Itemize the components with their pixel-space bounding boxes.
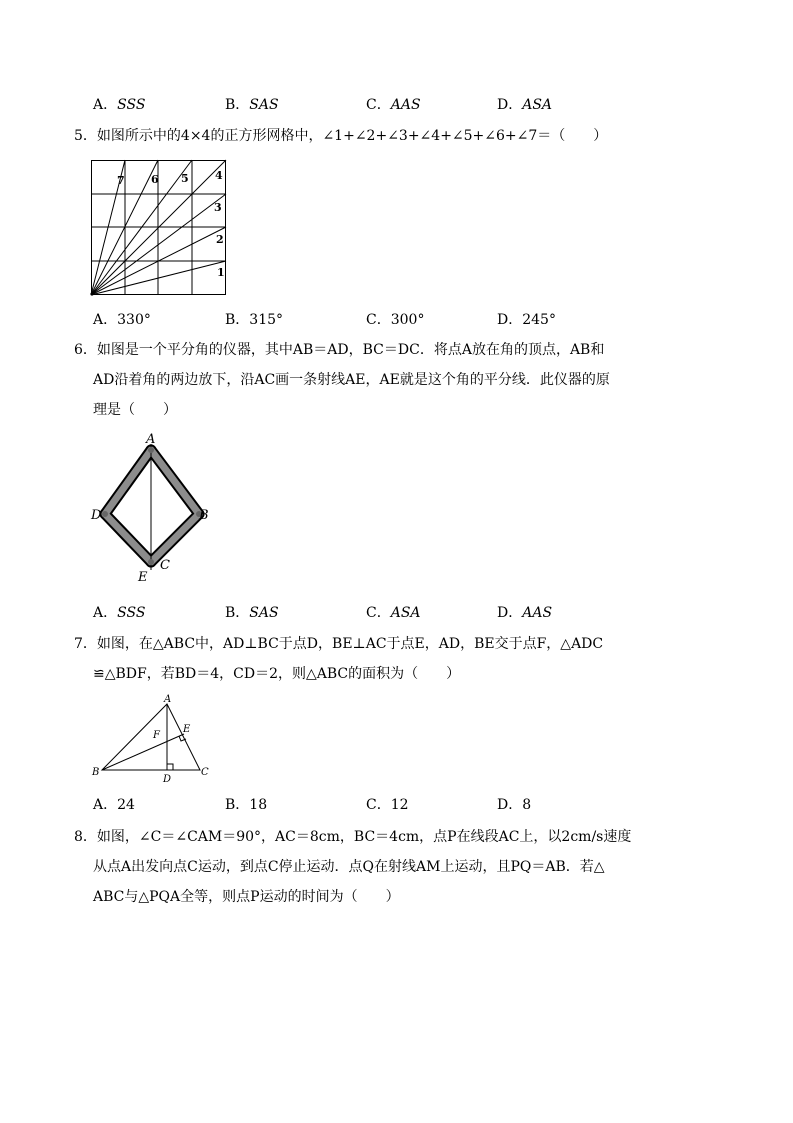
point-label-d: D [163, 774, 172, 785]
point-label-b: B [199, 508, 209, 523]
q7-stem-line-2: ≌△BDF，若BD＝4，CD＝2，则△ABC的面积为（ ） [93, 666, 461, 682]
q6-option-a: A．SSS [93, 605, 146, 621]
q8-stem-line-1: 8．如图，∠C＝∠CAM＝90°，AC＝8cm，BC＝4cm，点P在线段AC上，以2cm/s速度 [74, 829, 632, 845]
angle-label-7: 7 [117, 174, 125, 187]
point-label-c: C [160, 558, 170, 573]
q7-option-b: B．18 [225, 797, 268, 813]
q6-option-b: B．SAS [225, 605, 279, 621]
q8-stem-line-3: ABC与△PQA全等，则点P运动的时间为（ ） [93, 889, 400, 905]
point-label-b: B [92, 767, 100, 778]
q5-stem: 5．如图所示中的4×4的正方形网格中，∠1+∠2+∠3+∠4+∠5+∠6+∠7＝（ ） [74, 128, 608, 144]
q7-option-d: D．8 [497, 797, 532, 813]
point-label-e: E [183, 724, 191, 735]
q7-option-a: A．24 [93, 797, 135, 813]
q4-option-a: A．SSS [93, 97, 146, 113]
q4-option-c: C．AAS [366, 97, 421, 113]
q7-stem-line-1: 7．如图，在△ABC中，AD⊥BC于点D，BE⊥AC于点E，AD，BE交于点F，△ADC [74, 636, 604, 652]
q5-option-c: C．300° [366, 312, 425, 328]
q4-option-d: D．ASA [497, 97, 553, 113]
q6-stem-line-3: 理是（ ） [93, 402, 177, 418]
angle-label-6: 6 [151, 173, 159, 186]
q6-option-d: D．AAS [497, 605, 553, 621]
point-label-e: E [138, 570, 148, 585]
q6-stem-line-1: 6．如图是一个平分角的仪器，其中AB＝AD，BC＝DC．将点A放在角的顶点，AB和 [74, 342, 605, 358]
q5-option-b: B．315° [225, 312, 284, 328]
point-label-f: F [153, 730, 160, 741]
angle-label-1: 1 [217, 266, 225, 279]
point-label-a: A [164, 694, 172, 705]
angle-label-4: 4 [215, 169, 223, 182]
q7-triangle-figure [88, 694, 218, 784]
q4-option-b: B．SAS [225, 97, 279, 113]
angle-label-2: 2 [216, 233, 224, 246]
q6-stem-line-2: AD沿着角的两边放下，沿AC画一条射线AE，AE就是这个角的平分线．此仪器的原 [93, 372, 610, 388]
angle-label-3: 3 [214, 201, 222, 214]
point-label-c: C [201, 767, 209, 778]
q8-stem-line-2: 从点A出发向点C运动，到点C停止运动．点Q在射线AM上运动，且PQ＝AB．若△ [93, 859, 605, 875]
point-label-a: A [146, 432, 156, 447]
q6-option-c: C．ASA [366, 605, 421, 621]
q5-option-d: D．245° [497, 312, 556, 328]
angle-label-5: 5 [181, 172, 189, 185]
q5-grid-figure [91, 160, 227, 296]
q7-option-c: C．12 [366, 797, 409, 813]
q6-bisector-instrument-figure [85, 430, 225, 590]
point-label-d: D [91, 508, 102, 523]
q5-option-a: A．330° [93, 312, 151, 328]
